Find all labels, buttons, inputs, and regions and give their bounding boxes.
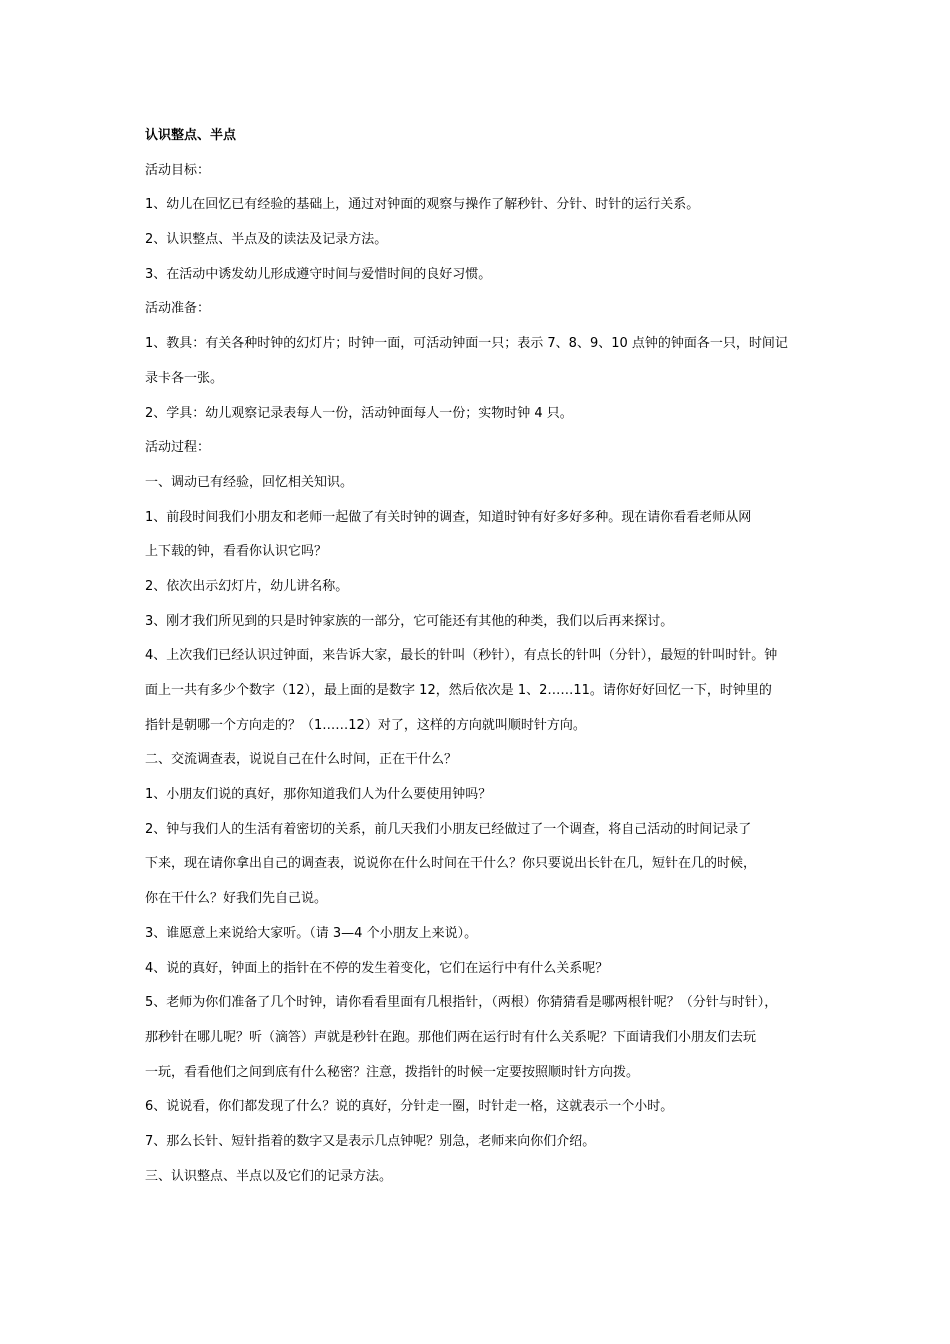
preparation-item-1: 1、教具：有关各种时钟的幻灯片；时钟一面，可活动钟面一只；表示 7、8、9、10 点钟的钟面各一只，时间记	[145, 336, 788, 352]
process-part-3-heading: 三、认识整点、半点以及它们的记录方法。	[145, 1168, 393, 1184]
process-part-2-item-3: 3、谁愿意上来说给大家听。（请 3—4 个小朋友上来说）。	[145, 925, 478, 941]
section-heading-goals: 活动目标：	[145, 162, 211, 178]
document-title: 认识整点、半点	[145, 128, 237, 143]
goal-item-1: 1、幼儿在回忆已有经验的基础上，通过对钟面的观察与操作了解秒针、分针、时针的运行关系。	[145, 197, 700, 213]
goal-item-3: 3、在活动中诱发幼儿形成遵守时间与爱惜时间的良好习惯。	[145, 266, 492, 282]
section-heading-process: 活动过程：	[145, 440, 211, 456]
goal-item-2: 2、认识整点、半点及的读法及记录方法。	[145, 232, 388, 248]
preparation-item-2: 2、学具：幼儿观察记录表每人一份，活动钟面每人一份；实物时钟 4 只。	[145, 405, 573, 421]
process-part-2-item-4: 4、说的真好，钟面上的指针在不停的发生着变化，它们在运行中有什么关系呢？	[145, 960, 609, 976]
process-part-1-item-1: 1、前段时间我们小朋友和老师一起做了有关时钟的调查，知道时钟有好多好多种。现在请你看看老师从网	[145, 509, 752, 525]
process-part-1-heading: 一、调动已有经验，回忆相关知识。	[145, 474, 354, 490]
process-part-2-item-2: 2、钟与我们人的生活有着密切的关系，前几天我们小朋友已经做过了一个调查，将自己活动的时间记录了	[145, 821, 752, 837]
process-part-2-item-7: 7、那么长针、短针指着的数字又是表示几点钟呢？别急，老师来向你们介绍。	[145, 1133, 596, 1149]
process-part-2-item-1: 1、小朋友们说的真好，那你知道我们人为什么要使用钟吗？	[145, 787, 492, 803]
process-part-2-heading: 二、交流调查表，说说自己在什么时间，正在干什么？	[145, 752, 458, 768]
process-part-2-item-5-cont-2: 一玩，看看他们之间到底有什么秘密？注意，拨指针的时候一定要按照顺时针方向拨。	[145, 1064, 640, 1080]
document-page	[145, 127, 815, 1185]
process-part-2-item-6: 6、说说看，你们都发现了什么？说的真好，分针走一圈，时针走一格，这就表示一个小时。	[145, 1099, 674, 1115]
process-part-2-item-5: 5、老师为你们准备了几个时钟，请你看看里面有几根指针，（两根）你猜猜看是哪两根针呢？（分针与时针），	[145, 995, 778, 1011]
process-part-1-item-1-cont: 上下载的钟，看看你认识它吗？	[145, 544, 328, 560]
section-heading-preparation: 活动准备：	[145, 301, 211, 317]
process-part-1-item-2: 2、依次出示幻灯片，幼儿讲名称。	[145, 578, 349, 594]
preparation-item-1-cont: 录卡各一张。	[145, 370, 224, 386]
process-part-1-item-4-cont-2: 指针是朝哪一个方向走的？（1……12）对了，这样的方向就叫顺时针方向。	[145, 717, 586, 733]
process-part-2-item-5-cont-1: 那秒针在哪儿呢？听（滴答）声就是秒针在跑。那他们两在运行时有什么关系呢？下面请我们小朋友们去玩	[145, 1029, 757, 1045]
process-part-1-item-4: 4、上次我们已经认识过钟面，来告诉大家，最长的针叫（秒针），有点长的针叫（分针），最短的针叫时针。钟	[145, 648, 778, 664]
process-part-2-item-2-cont-2: 你在干什么？好我们先自己说。	[145, 891, 328, 907]
process-part-2-item-2-cont-1: 下来，现在请你拿出自己的调查表，说说你在什么时间在干什么？你只要说出长针在几，短针在几的时候，	[145, 856, 757, 872]
process-part-1-item-4-cont-1: 面上一共有多少个数字（12），最上面的是数字 12，然后依次是 1、2……11。请你好好回忆一下，时钟里的	[145, 683, 772, 698]
process-part-1-item-3: 3、刚才我们所见到的只是时钟家族的一部分，它可能还有其他的种类，我们以后再来探讨。	[145, 613, 674, 629]
